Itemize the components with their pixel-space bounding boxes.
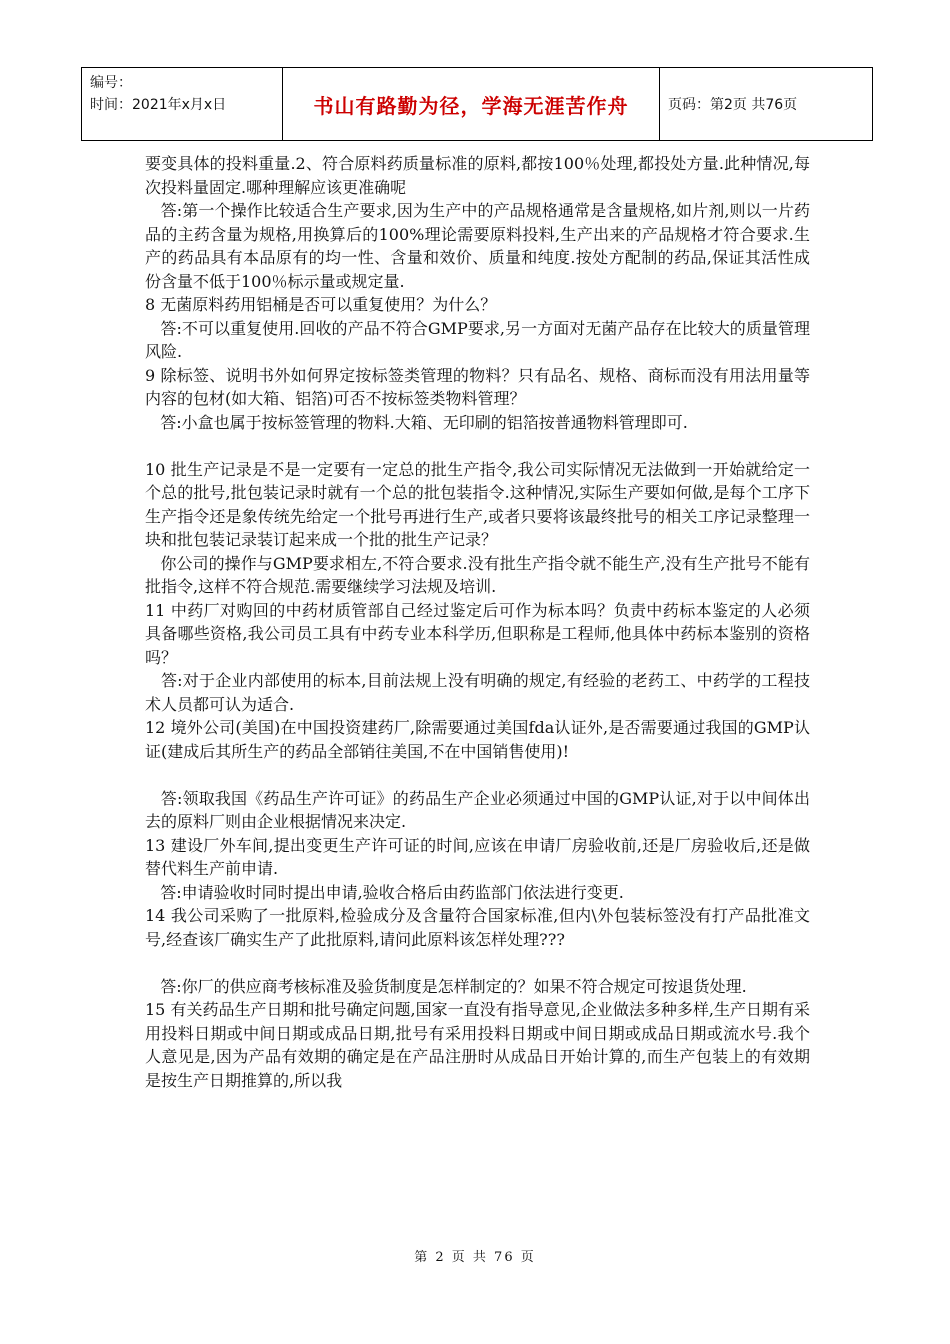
blank-line [145,434,810,458]
paragraph: 8 无菌原料药用铝桶是否可以重复使用？为什么？ [145,295,497,314]
paragraph: 14 我公司采购了一批原料,检验成分及含量符合国家标准,但内\外包装标签没有打产品批准文号,经查该厂确实生产了此批原料,请问此原料该怎样处理??? [145,906,810,949]
paragraph: 答:对于企业内部使用的标本,目前法规上没有明确的规定,有经验的老药工、中药学的工程技术人员都可认为适合. [145,671,810,714]
header-page-number: 页码：第2页 共76页 [668,97,798,113]
paragraph: 答:第一个操作比较适合生产要求,因为生产中的产品规格通常是含量规格,如片剂,则以一片药品的主药含量为规格,用换算后的100%理论需要原料投料,生产出来的产品规格才符合要求.生产的药品具有本品原有的均一性、含量和效价、质量和纯度.按处方配制的药品,保证其活性成份含量不低于100％标示量或规定量. [145,201,810,291]
paragraph: 答:你厂的供应商考核标准及验货制度是怎样制定的？如果不符合规定可按退货处理. [145,976,747,996]
paragraph: 13 建设厂外车间,提出变更生产许可证的时间,应该在申请厂房验收前,还是厂房验收后,还是做替代料生产前申请. [145,835,810,878]
header-motto: 书山有路勤为径，学海无涯苦作舟 [283,68,660,140]
blank-line [145,763,810,787]
paragraph: 11 中药厂对购回的中药材质管部自己经过鉴定后可作为标本吗？负责中药标本鉴定的人必须具备哪些资格,我公司员工具有中药专业本科学历,但职称是工程师,他具体中药标本鉴别的资格吗？ [145,600,810,667]
blank-line [145,951,810,975]
header-left-cell [82,68,283,140]
paragraph: 你公司的操作与GMP要求相左,不符合要求.没有批生产指令就不能生产,没有生产批号不能有批指令,这样不符合规范.需要继续学习法规及培训. [145,553,810,596]
paragraph: 答:领取我国《药品生产许可证》的药品生产企业必须通过中国的GMP认证,对于以中间体出去的原料厂则由企业根据情况来决定. [145,788,810,831]
document-body [145,152,810,1092]
paragraph: 答:小盒也属于按标签管理的物料.大箱、无印刷的铝箔按普通物料管理即可. [145,412,688,432]
paragraph: 15 有关药品生产日期和批号确定问题,国家一直没有指导意见,企业做法多种多样,生产日期有采用投料日期或中间日期或成品日期,批号有采用投料日期或中间日期或成品日期或流水号.我个人意见是,因为产品有效期的确定是在产品注册时从成品日开始计算的,而生产包装上的有效期是按生产日期推算的,所以我 [145,1000,810,1090]
header-table [81,67,873,141]
serial-number-label: 编号： [90,75,132,91]
paragraph: 答:不可以重复使用.回收的产品不符合GMP要求,另一方面对无菌产品存在比较大的质量管理风险. [145,318,810,361]
paragraph: 9 除标签、说明书外如何界定按标签类管理的物料？只有品名、规格、商标而没有用法用量等内容的包材(如大箱、铝箔)可否不按标签类物料管理？ [145,365,810,408]
paragraph: 12 境外公司(美国)在中国投资建药厂,除需要通过美国fda认证外,是否需要通过我国的GMP认证(建成后其所生产的药品全部销往美国,不在中国销售使用)! [145,718,810,761]
paragraph: 10 批生产记录是不是一定要有一定总的批生产指令,我公司实际情况无法做到一开始就给定一个总的批号,批包装记录时就有一个总的批包装指令.这种情况,实际生产要如何做,是每个工序下生产指令还是象传统先给定一个批号再进行生产,或者只要将该最终批号的相关工序记录整理一块和批包装记录装订起来成一个批的批生产记录？ [145,459,810,549]
time-label: 时间：2021年x月x日 [90,97,227,113]
paragraph: 要变具体的投料重量.2、符合原料药质量标准的原料,都按100％处理,都投处方量.此种情况,每次投料量固定.哪种理解应该更准确呢 [145,154,810,197]
footer-page-number: 第 2 页 共 76 页 [414,1250,536,1265]
paragraph: 答:申请验收时同时提出申请,验收合格后由药监部门依法进行变更. [145,882,624,902]
